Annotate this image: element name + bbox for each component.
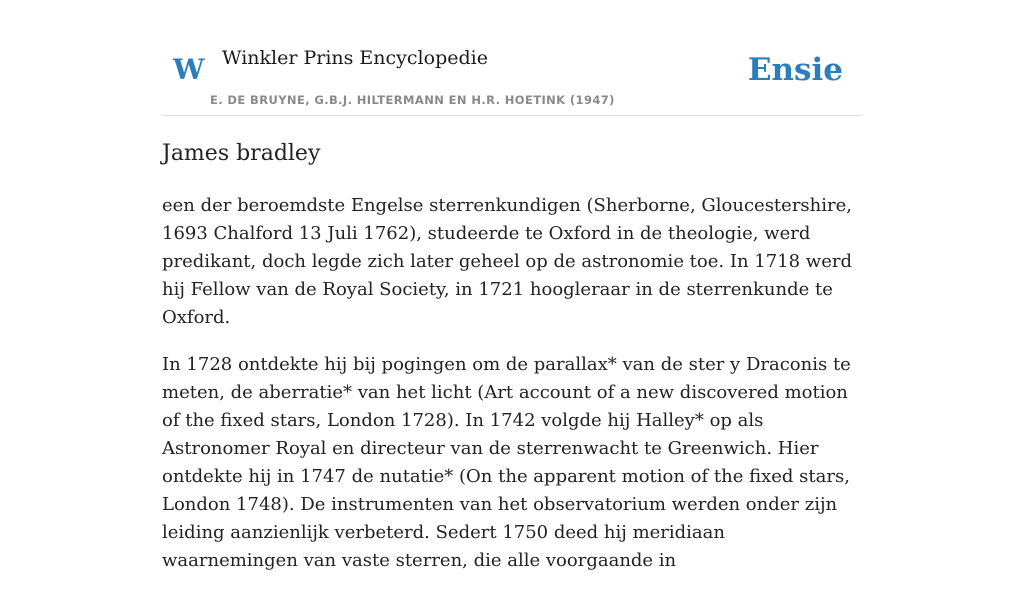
article-paragraph: een der beroemdste Engelse sterrenkundigen (Sherborne, Gloucestershire, 1693 Chalford 13 Juli 1762), studeerde te Oxford in de theologie, werd predikant, doch legde zich later geheel op de astronomie toe. In 1718 werd hij Fellow van de Royal Society, in 1721 hoogleraar in de sterrenkunde te Oxford. <box>162 195 852 328</box>
source-header <box>162 30 862 116</box>
source-authors: E. DE BRUYNE, G.B.J. HILTERMANN EN H.R. HOETINK (1947) <box>210 93 615 107</box>
source-logo-icon: W <box>173 53 205 86</box>
article-paragraph: In 1728 ontdekte hij bij pogingen om de parallax* van de ster y Draconis te meten, de aberratie* van het licht (Art account of a new discovered motion of the fixed stars, London 1728). In 1742 volgde hij Halley* op als Astronomer Royal en directeur van de sterrenwacht te Greenwich. Hier ontdekte hij in 1747 de nutatie* (On the apparent motion of the fixed stars, London 1748). De instrumenten van het observatorium werden onder zijn leiding aanzienlijk verbeterd. Sedert 1750 deed hij meridiaan waarnemingen van vaste sterren, die alle voorgaande in <box>162 354 851 571</box>
source-title[interactable]: Winkler Prins Encyclopedie <box>222 47 488 69</box>
article-title: James bradley <box>162 141 321 166</box>
brand-logo-link[interactable]: Ensie <box>747 52 843 88</box>
article-body <box>162 192 862 594</box>
